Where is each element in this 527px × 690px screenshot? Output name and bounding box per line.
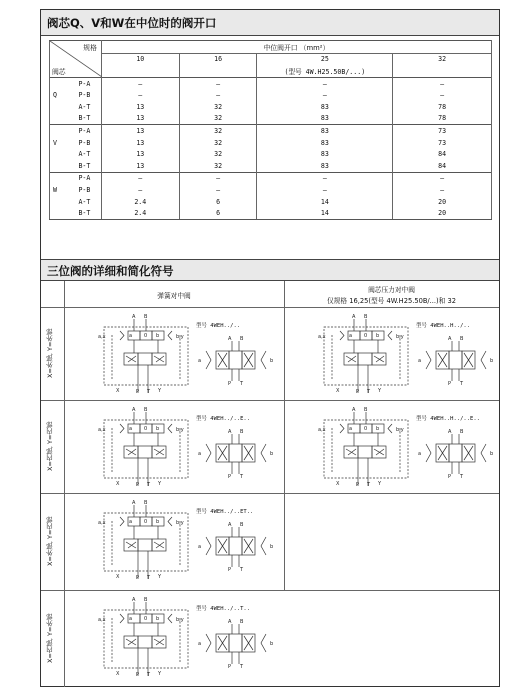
- spool-cell: W: [50, 184, 76, 196]
- value-cell: 83: [257, 113, 393, 125]
- svg-text:a: a: [198, 358, 202, 364]
- value-cell: 83: [257, 148, 393, 160]
- svg-text:T: T: [240, 381, 244, 387]
- model-code: 型号 4WEH../..ET..: [196, 509, 254, 515]
- value-cell: 32: [179, 148, 257, 160]
- section2-title: 三位阀的详细和简化符号: [41, 259, 499, 281]
- svg-text:Y: Y: [158, 481, 162, 487]
- detailed-symbol-diagram: [98, 597, 194, 678]
- svg-text:P: P: [228, 567, 232, 573]
- value-cell: 14: [257, 207, 393, 219]
- svg-text:a: a: [198, 641, 202, 647]
- svg-text:X: X: [116, 388, 120, 394]
- spool-cell: [50, 101, 76, 113]
- value-cell: –: [393, 77, 492, 89]
- svg-text:X: X: [116, 671, 120, 677]
- svg-text:A: A: [352, 314, 356, 320]
- connection-cell: B-T: [78, 161, 91, 170]
- size-cell-32: 32: [393, 53, 492, 65]
- svg-text:0: 0: [144, 519, 148, 525]
- row-divider: [41, 400, 499, 401]
- model-code: 型号 4WEH../..T..: [196, 606, 251, 612]
- svg-text:P: P: [228, 474, 232, 480]
- value-cell: 13: [101, 101, 179, 113]
- svg-text:A: A: [132, 314, 136, 320]
- svg-text:0: 0: [144, 333, 148, 339]
- svg-text:A: A: [228, 336, 232, 342]
- svg-text:b: b: [156, 616, 160, 622]
- svg-text:T: T: [147, 672, 151, 678]
- svg-text:b: b: [490, 358, 494, 364]
- connection-cell: P-A: [75, 172, 101, 184]
- value-cell: –: [257, 184, 393, 196]
- section1-title: 阀芯Q、V和W在中位时的阀开口: [41, 10, 499, 36]
- svg-text:b,y: b,y: [396, 334, 404, 340]
- svg-text:a,x: a,x: [98, 617, 106, 623]
- svg-text:a: a: [129, 519, 133, 525]
- svg-text:B: B: [144, 407, 148, 413]
- svg-text:a: a: [349, 426, 353, 432]
- value-cell: –: [101, 77, 179, 89]
- size-note-cell: [101, 65, 179, 77]
- value-cell: –: [179, 89, 257, 101]
- value-cell: –: [393, 184, 492, 196]
- svg-text:T: T: [460, 381, 464, 387]
- value-cell: 83: [257, 101, 393, 113]
- svg-text:B: B: [144, 314, 148, 320]
- svg-text:b: b: [490, 451, 494, 457]
- table-row: [50, 89, 492, 101]
- value-cell: 13: [101, 160, 179, 172]
- table-row: [50, 184, 492, 196]
- svg-text:b,y: b,y: [176, 617, 184, 623]
- model-code: 型号 4WEH../..E..: [196, 416, 251, 422]
- value-cell: –: [393, 89, 492, 101]
- size-cell-10: 10: [101, 53, 179, 65]
- svg-text:B: B: [240, 336, 244, 342]
- svg-text:a: a: [129, 333, 133, 339]
- svg-text:b: b: [376, 426, 380, 432]
- table-row: [50, 160, 492, 172]
- value-cell: –: [101, 184, 179, 196]
- connection-cell: P-B: [78, 91, 91, 100]
- size-note-row: [50, 65, 492, 77]
- svg-text:0: 0: [364, 426, 368, 432]
- size-cell-25: 25: [257, 53, 393, 65]
- value-cell: 20: [393, 196, 492, 208]
- value-cell: 13: [101, 137, 179, 149]
- corner-top-label: 规格: [83, 44, 97, 52]
- svg-text:T: T: [147, 482, 151, 488]
- value-cell: –: [393, 172, 492, 184]
- svg-text:P: P: [228, 381, 232, 387]
- svg-text:A: A: [448, 429, 452, 435]
- detailed-symbol-diagram: [98, 407, 194, 488]
- table-row: [50, 125, 492, 137]
- simplified-symbol-diagram: [418, 429, 494, 480]
- spool-cell: [50, 113, 76, 125]
- corner-cell: [50, 41, 102, 78]
- table-row: [50, 113, 492, 125]
- connection-cell: P-A: [75, 77, 101, 89]
- value-cell: –: [101, 89, 179, 101]
- svg-text:b,y: b,y: [396, 427, 404, 433]
- value-cell: 6: [179, 207, 257, 219]
- value-cell: 13: [101, 113, 179, 125]
- simplified-symbol-diagram: [198, 522, 274, 573]
- value-cell: –: [257, 172, 393, 184]
- value-cell: 78: [393, 101, 492, 113]
- value-cell: 78: [393, 113, 492, 125]
- value-cell: 6: [179, 196, 257, 208]
- svg-text:A: A: [132, 500, 136, 506]
- svg-text:b: b: [156, 426, 160, 432]
- detailed-symbol-diagram: [318, 314, 414, 395]
- svg-text:b: b: [270, 544, 274, 550]
- svg-text:A: A: [228, 619, 232, 625]
- svg-text:P: P: [448, 474, 452, 480]
- svg-text:B: B: [240, 619, 244, 625]
- svg-text:T: T: [240, 567, 244, 573]
- svg-text:a,x: a,x: [98, 427, 106, 433]
- svg-text:a: a: [198, 544, 202, 550]
- svg-text:T: T: [240, 664, 244, 670]
- connection-cell: A-T: [78, 197, 91, 206]
- table-row: [50, 137, 492, 149]
- svg-text:b: b: [156, 519, 160, 525]
- simplified-symbol-diagram: [198, 429, 274, 480]
- svg-text:P: P: [136, 575, 140, 581]
- svg-text:T: T: [240, 474, 244, 480]
- value-cell: 20: [393, 207, 492, 219]
- svg-text:T: T: [367, 389, 371, 395]
- row-label: X=内部, Y=外部: [46, 613, 54, 664]
- corner-bottom-label: 阀芯: [52, 67, 66, 76]
- svg-text:A: A: [228, 429, 232, 435]
- spool-cell: [50, 207, 76, 219]
- svg-text:Y: Y: [158, 388, 162, 394]
- col2-header-line1: 阀芯压力对中阀: [368, 286, 415, 294]
- detailed-symbol-diagram: [98, 314, 194, 395]
- spool-cell: [50, 196, 76, 208]
- value-cell: –: [179, 172, 257, 184]
- spool-cell: [50, 172, 76, 184]
- row-label: X=外部, Y=内部: [46, 516, 54, 567]
- svg-text:T: T: [460, 474, 464, 480]
- svg-text:P: P: [356, 389, 360, 395]
- svg-text:A: A: [132, 597, 136, 603]
- connection-cell: P-B: [78, 185, 91, 194]
- model-code: 型号 4WEH..H../..E..: [416, 416, 480, 422]
- connection-cell: P-B: [78, 138, 91, 147]
- value-cell: 84: [393, 160, 492, 172]
- col-divider: [64, 281, 65, 687]
- value-cell: 2.4: [101, 207, 179, 219]
- svg-text:B: B: [240, 429, 244, 435]
- svg-text:X: X: [336, 388, 340, 394]
- svg-text:B: B: [364, 407, 368, 413]
- connection-cell: B-T: [75, 207, 101, 219]
- svg-text:X: X: [116, 574, 120, 580]
- model-code: 型号 4WEH../..: [196, 323, 241, 329]
- value-cell: –: [257, 77, 393, 89]
- col2-header-line2: 仅规格 16,25(型号 4W.H25.50B/...)和 32: [327, 297, 456, 305]
- col-divider: [284, 281, 285, 590]
- header-row: [50, 41, 492, 54]
- svg-text:a,x: a,x: [98, 520, 106, 526]
- value-cell: 13: [101, 148, 179, 160]
- svg-text:B: B: [460, 336, 464, 342]
- svg-text:b: b: [376, 333, 380, 339]
- simplified-symbol-diagram: [198, 336, 274, 387]
- header-bottom-line: [41, 307, 499, 308]
- row-divider: [41, 493, 499, 494]
- svg-text:B: B: [364, 314, 368, 320]
- spool-cell: [50, 77, 76, 89]
- svg-text:a: a: [418, 451, 422, 457]
- svg-text:a,x: a,x: [318, 427, 326, 433]
- svg-text:b,y: b,y: [176, 520, 184, 526]
- svg-text:b: b: [270, 641, 274, 647]
- value-cell: –: [179, 77, 257, 89]
- svg-text:B: B: [460, 429, 464, 435]
- value-cell: –: [257, 89, 393, 101]
- svg-text:b: b: [270, 451, 274, 457]
- value-cell: 2.4: [101, 196, 179, 208]
- opening-header: 中位阀开口 （mm²）: [101, 41, 491, 54]
- svg-text:B: B: [144, 500, 148, 506]
- svg-text:b: b: [270, 358, 274, 364]
- svg-text:A: A: [228, 522, 232, 528]
- value-cell: 73: [393, 137, 492, 149]
- table-row: [50, 207, 492, 219]
- svg-text:T: T: [147, 389, 151, 395]
- svg-text:Y: Y: [158, 671, 162, 677]
- opening-table: [49, 40, 492, 220]
- spool-cell: [50, 160, 76, 172]
- simplified-symbol-diagram: [198, 619, 274, 670]
- size-note-cell: [179, 65, 257, 77]
- svg-text:P: P: [356, 482, 360, 488]
- table-row: [50, 196, 492, 208]
- connection-cell: A-T: [78, 150, 91, 159]
- svg-text:B: B: [240, 522, 244, 528]
- svg-text:X: X: [116, 481, 120, 487]
- spool-cell: [50, 148, 76, 160]
- svg-text:a,x: a,x: [98, 334, 106, 340]
- value-cell: 83: [257, 160, 393, 172]
- svg-text:Y: Y: [158, 574, 162, 580]
- connection-cell: B-T: [78, 114, 91, 123]
- svg-text:T: T: [367, 482, 371, 488]
- value-cell: 32: [179, 160, 257, 172]
- svg-text:a: a: [129, 426, 133, 432]
- svg-text:X: X: [336, 481, 340, 487]
- svg-text:0: 0: [144, 426, 148, 432]
- size-row: [50, 53, 492, 65]
- svg-text:T: T: [147, 575, 151, 581]
- value-cell: –: [101, 172, 179, 184]
- svg-text:0: 0: [364, 333, 368, 339]
- value-cell: 83: [257, 125, 393, 137]
- table-row: [50, 101, 492, 113]
- connection-cell: A-T: [78, 102, 91, 111]
- svg-text:P: P: [136, 389, 140, 395]
- table-row: [50, 77, 492, 89]
- value-cell: 73: [393, 125, 492, 137]
- svg-text:A: A: [352, 407, 356, 413]
- connection-cell: P-A: [75, 125, 101, 137]
- row-label: X=外部, Y=外部: [46, 328, 54, 379]
- svg-text:P: P: [136, 482, 140, 488]
- svg-text:a: a: [418, 358, 422, 364]
- spool-cell: Q: [50, 89, 76, 101]
- row-divider: [41, 590, 499, 591]
- svg-text:b,y: b,y: [176, 427, 184, 433]
- svg-text:P: P: [136, 672, 140, 678]
- table-row: [50, 172, 492, 184]
- svg-text:a,x: a,x: [318, 334, 326, 340]
- svg-text:A: A: [448, 336, 452, 342]
- svg-text:0: 0: [144, 616, 148, 622]
- size-note-cell: (型号 4W.H25.50B/...): [257, 65, 393, 77]
- svg-text:P: P: [228, 664, 232, 670]
- detailed-symbol-diagram: [318, 407, 414, 488]
- svg-text:A: A: [132, 407, 136, 413]
- model-code: 型号 4WEH..H../..: [416, 323, 471, 329]
- svg-text:a: a: [129, 616, 133, 622]
- table-row: [50, 148, 492, 160]
- size-cell-16: 16: [179, 53, 257, 65]
- svg-text:B: B: [144, 597, 148, 603]
- spool-cell: [50, 125, 76, 137]
- simplified-symbol-diagram: [418, 336, 494, 387]
- row-label: X=内部, Y=内部: [46, 421, 54, 472]
- spool-cell: V: [50, 137, 76, 149]
- svg-text:P: P: [448, 381, 452, 387]
- size-note-cell: [393, 65, 492, 77]
- value-cell: 32: [179, 137, 257, 149]
- detailed-symbol-diagram: [98, 500, 194, 581]
- value-cell: 83: [257, 137, 393, 149]
- value-cell: 32: [179, 101, 257, 113]
- svg-text:b,y: b,y: [176, 334, 184, 340]
- svg-text:Y: Y: [378, 481, 382, 487]
- svg-text:a: a: [198, 451, 202, 457]
- col1-header: 弹簧对中阀: [157, 292, 191, 300]
- value-cell: 84: [393, 148, 492, 160]
- value-cell: 14: [257, 196, 393, 208]
- value-cell: –: [179, 184, 257, 196]
- value-cell: 32: [179, 125, 257, 137]
- value-cell: 13: [101, 125, 179, 137]
- svg-text:b: b: [156, 333, 160, 339]
- value-cell: 32: [179, 113, 257, 125]
- svg-text:a: a: [349, 333, 353, 339]
- svg-text:Y: Y: [378, 388, 382, 394]
